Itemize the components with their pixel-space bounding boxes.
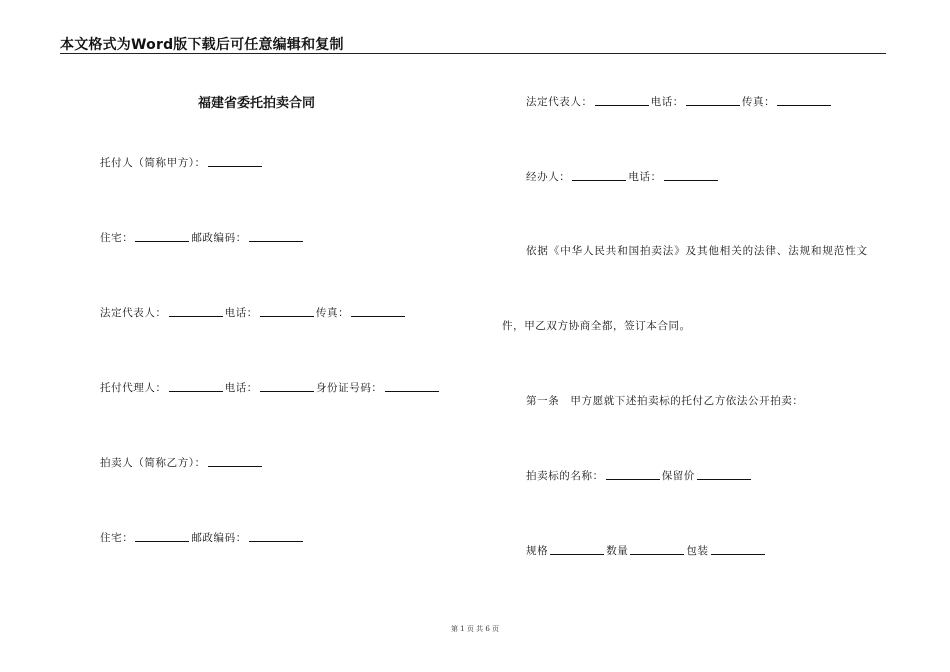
consignor-line <box>100 155 264 170</box>
phone-label: 电话： <box>628 171 662 183</box>
blank-field <box>351 315 405 317</box>
blank-field <box>260 390 314 392</box>
phone-label: 电话： <box>224 382 258 394</box>
packaging-label: 包装 <box>686 545 709 557</box>
spec-label: 规格 <box>526 545 549 557</box>
document-title: 福建省委托拍卖合同 <box>198 96 316 111</box>
blank-field <box>686 104 740 106</box>
blank-field <box>249 240 303 242</box>
phone-label: 电话： <box>224 307 258 319</box>
agent-line <box>100 380 441 395</box>
postcode-label: 邮政编码： <box>191 232 247 244</box>
legal-rep-label: 法定代表人： <box>100 307 167 319</box>
id-number-label: 身份证号码： <box>315 382 383 394</box>
basis-paragraph-line-1: 依据《中华人民共和国拍卖法》及其他相关的法律、法规和规范性文 <box>526 245 868 257</box>
reserve-price-label: 保留价 <box>661 470 696 482</box>
blank-field <box>711 553 765 555</box>
blank-field <box>777 104 831 106</box>
blank-field <box>135 240 189 242</box>
residence-line-2 <box>100 530 305 545</box>
blank-field <box>135 540 189 542</box>
agent-label: 托付代理人： <box>100 382 167 394</box>
legal-rep-line-1 <box>100 305 407 320</box>
blank-field <box>550 553 604 555</box>
quantity-label: 数量 <box>606 545 629 557</box>
handler-label: 经办人： <box>526 171 571 183</box>
phone-label: 电话： <box>650 96 684 108</box>
item-name-label: 拍卖标的名称： <box>526 470 604 482</box>
basis-paragraph-line-2: 件，甲乙双方协商全都，签订本合同。 <box>502 320 691 332</box>
item-name-line <box>526 468 753 483</box>
blank-field <box>385 390 439 392</box>
blank-field <box>249 540 303 542</box>
blank-field <box>169 390 223 392</box>
blank-field <box>208 465 262 467</box>
article-1: 第一条 甲方愿就下述拍卖标的托付乙方依法公开拍卖： <box>526 395 804 407</box>
legal-rep-line-2 <box>526 94 833 109</box>
blank-field <box>606 478 660 480</box>
blank-field <box>169 315 223 317</box>
header-divider <box>60 53 886 54</box>
handler-line <box>526 169 720 184</box>
legal-rep-label: 法定代表人： <box>526 96 593 108</box>
postcode-label: 邮政编码： <box>191 532 247 544</box>
blank-field <box>630 553 684 555</box>
residence-line-1 <box>100 230 305 245</box>
blank-field <box>572 179 626 181</box>
residence-label: 住宅： <box>100 232 134 244</box>
blank-field <box>697 478 751 480</box>
spec-line <box>526 543 767 558</box>
blank-field <box>595 104 649 106</box>
auctioneer-label: 拍卖人（简称乙方）： <box>100 457 206 469</box>
page-footer: 第 1 页 共 6 页 <box>450 625 500 633</box>
fax-label: 传真： <box>315 307 350 319</box>
blank-field <box>260 315 314 317</box>
fax-label: 传真： <box>741 96 776 108</box>
residence-label: 住宅： <box>100 532 134 544</box>
consignor-label: 托付人（简称甲方）： <box>100 157 206 169</box>
blank-field <box>664 179 718 181</box>
page-header: 本文格式为Word版下载后可任意编辑和复制 <box>60 37 344 53</box>
auctioneer-line <box>100 455 264 470</box>
blank-field <box>208 165 262 167</box>
